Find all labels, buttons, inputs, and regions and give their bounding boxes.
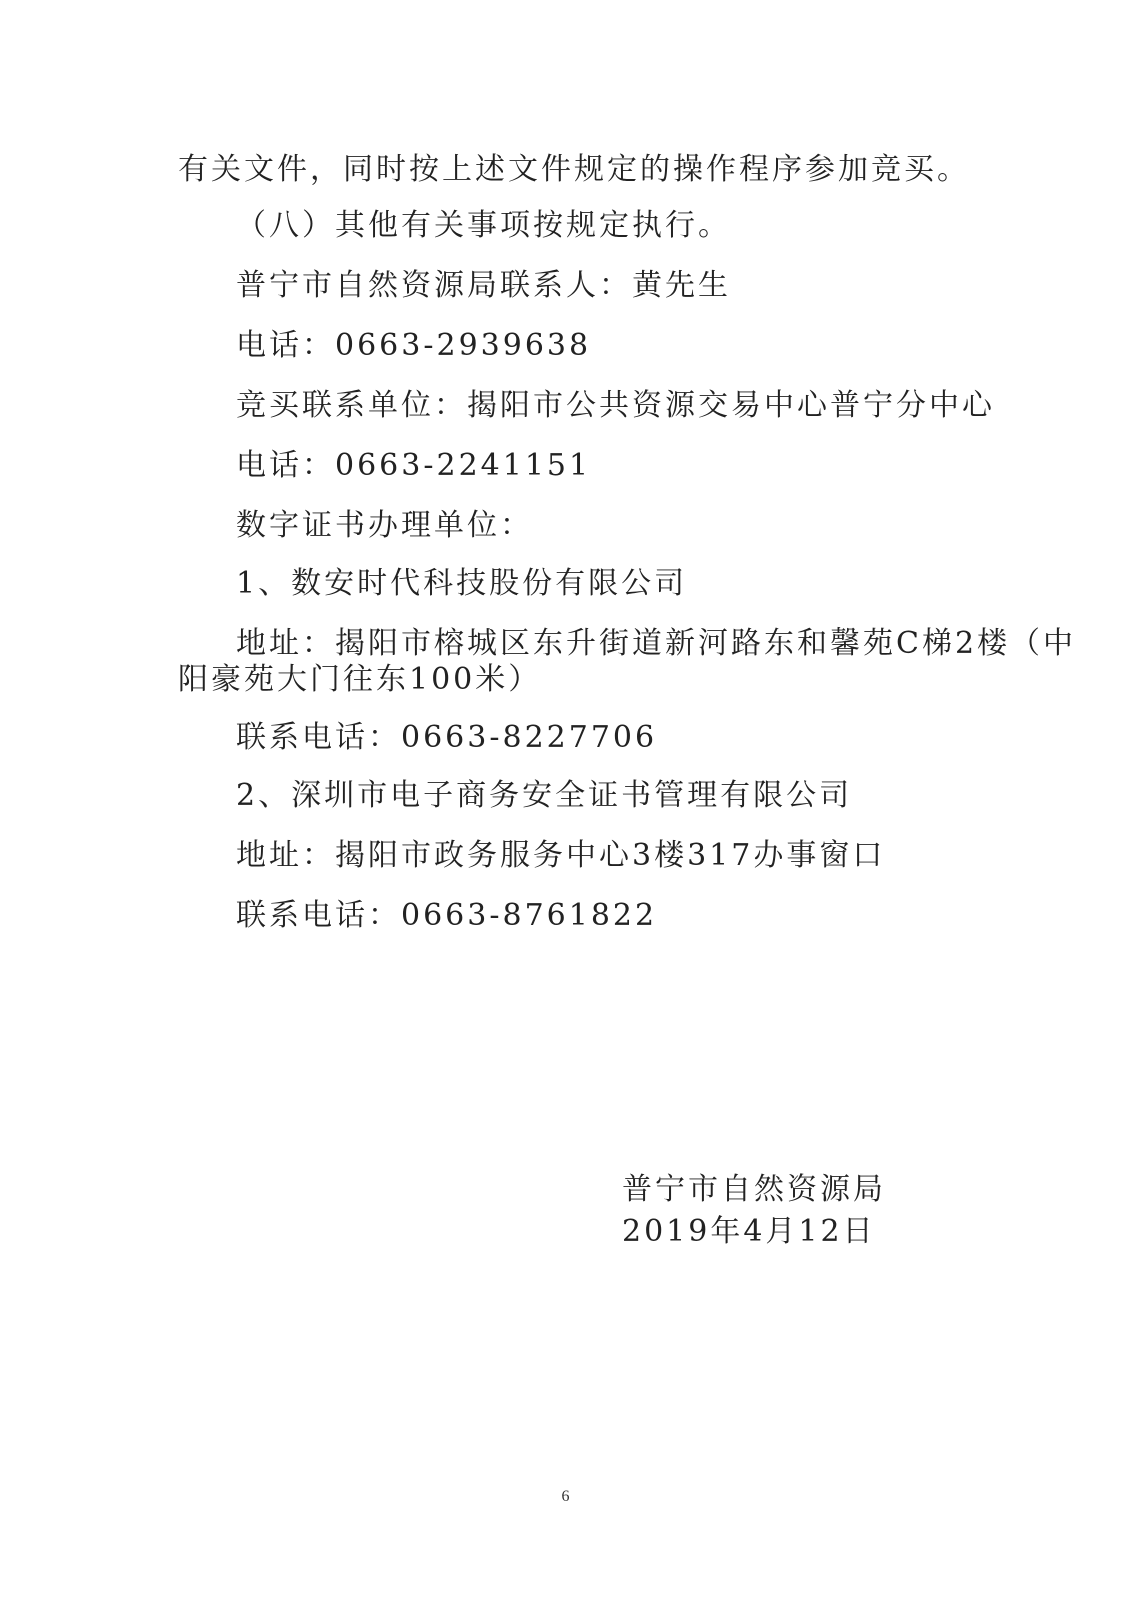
signature-date: 2019年4月12日: [622, 1214, 876, 1249]
page-number: 6: [561, 1488, 570, 1505]
signature-organization: 普宁市自然资源局: [622, 1172, 886, 1207]
certificate-unit-2-address: 地址：揭阳市政务服务中心3楼317办事窗口: [236, 838, 886, 873]
bidding-contact-unit: 竞买联系单位：揭阳市公共资源交易中心普宁分中心: [236, 388, 995, 423]
certificate-unit-1-address-cont: 阳豪苑大门往东100米）: [178, 662, 542, 697]
certificate-unit-2-name: 2、深圳市电子商务安全证书管理有限公司: [236, 778, 853, 813]
contact-person: 普宁市自然资源局联系人：黄先生: [236, 268, 731, 303]
certificate-units-heading: 数字证书办理单位：: [236, 508, 533, 543]
certificate-unit-1-name: 1、数安时代科技股份有限公司: [236, 566, 688, 601]
contact-phone: 电话：0663-2939638: [236, 328, 592, 363]
paragraph-line: 有关文件，同时按上述文件规定的操作程序参加竞买。: [178, 152, 970, 187]
bidding-contact-phone: 电话：0663-2241151: [236, 448, 592, 483]
paragraph-item-eight: （八）其他有关事项按规定执行。: [236, 208, 731, 243]
certificate-unit-2-phone: 联系电话：0663-8761822: [236, 898, 658, 933]
certificate-unit-1-address: 地址：揭阳市榕城区东升街道新河路东和馨苑C梯2楼（中: [236, 626, 1077, 661]
certificate-unit-1-phone: 联系电话：0663-8227706: [236, 720, 658, 755]
